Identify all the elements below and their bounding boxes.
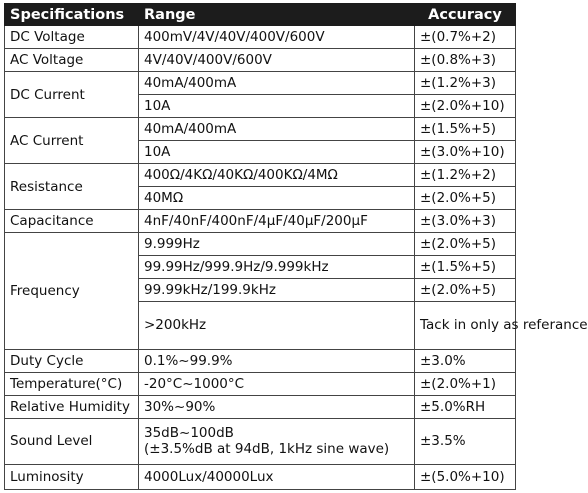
table-row — [5, 464, 516, 489]
spec-frequency: Frequency — [5, 233, 139, 349]
spec-ac-voltage: AC Voltage — [5, 49, 139, 72]
range-cell — [139, 418, 415, 464]
range-cell: >200kHz — [139, 302, 415, 349]
range-cell: 4nF/40nF/400nF/4μF/40μF/200μF — [139, 210, 415, 233]
accuracy-cell: ±(2.0%+5) — [415, 187, 516, 210]
accuracy-cell: ±(2.0%+1) — [415, 372, 516, 395]
accuracy-cell: ±(1.2%+2) — [415, 164, 516, 187]
range-cell: 40mA/400mA — [139, 72, 415, 95]
table-row — [5, 72, 516, 95]
spec-temperature: Temperature(°C) — [5, 372, 139, 395]
spec-relative-humidity: Relative Humidity — [5, 395, 139, 418]
sound-range-condition: (±3.5%dB at 94dB, 1kHz sine wave) — [144, 441, 390, 458]
range-cell: 9.999Hz — [139, 233, 415, 256]
range-cell: 30%~90% — [139, 395, 415, 418]
range-cell: -20°C~1000°C — [139, 372, 415, 395]
range-cell: 400Ω/4KΩ/40KΩ/400KΩ/4MΩ — [139, 164, 415, 187]
table-row — [5, 164, 516, 187]
range-cell: 40MΩ — [139, 187, 415, 210]
accuracy-cell: ±5.0%RH — [415, 395, 516, 418]
header-row — [5, 4, 516, 26]
accuracy-cell: ±(0.8%+3) — [415, 49, 516, 72]
range-cell: 40mA/400mA — [139, 118, 415, 141]
spec-luminosity: Luminosity — [5, 464, 139, 489]
table-row — [5, 372, 516, 395]
accuracy-cell: ±(0.7%+2) — [415, 26, 516, 49]
sound-range-line: 35dB~100dB — [144, 425, 234, 442]
spec-duty-cycle: Duty Cycle — [5, 349, 139, 372]
table-row — [5, 49, 516, 72]
range-cell: 400mV/4V/40V/400V/600V — [139, 26, 415, 49]
accuracy-cell: ±(2.0%+5) — [415, 279, 516, 302]
spec-capacitance: Capacitance — [5, 210, 139, 233]
accuracy-cell: ±3.5% — [415, 418, 516, 464]
header-specifications: Specifications — [5, 4, 139, 26]
spec-ac-current: AC Current — [5, 118, 139, 164]
accuracy-cell: ±(2.0%+5) — [415, 233, 516, 256]
accuracy-cell: ±(2.0%+10) — [415, 95, 516, 118]
accuracy-cell: ±(1.2%+3) — [415, 72, 516, 95]
table-row — [5, 210, 516, 233]
spec-dc-current: DC Current — [5, 72, 139, 118]
accuracy-cell: ±(3.0%+3) — [415, 210, 516, 233]
range-cell: 10A — [139, 95, 415, 118]
accuracy-cell: ±(5.0%+10) — [415, 464, 516, 489]
table-row — [5, 395, 516, 418]
accuracy-cell: ±(3.0%+10) — [415, 141, 516, 164]
range-cell: 4000Lux/40000Lux — [139, 464, 415, 489]
accuracy-note: Tack in only as referance — [415, 302, 516, 349]
accuracy-cell: ±(1.5%+5) — [415, 256, 516, 279]
specifications-table — [4, 3, 588, 490]
table-row — [5, 118, 516, 141]
range-cell: 0.1%~99.9% — [139, 349, 415, 372]
range-cell: 4V/40V/400V/600V — [139, 49, 415, 72]
range-cell: 99.99Hz/999.9Hz/9.999kHz — [139, 256, 415, 279]
accuracy-cell: ±(1.5%+5) — [415, 118, 516, 141]
spec-resistance: Resistance — [5, 164, 139, 210]
table-row — [5, 26, 516, 49]
table-row — [5, 233, 516, 256]
range-cell: 99.99kHz/199.9kHz — [139, 279, 415, 302]
header-range: Range — [139, 4, 415, 26]
spec-dc-voltage: DC Voltage — [5, 26, 139, 49]
table-row — [5, 418, 516, 464]
spec-sound-level: Sound Level — [5, 418, 139, 464]
range-cell: 10A — [139, 141, 415, 164]
header-accuracy: Accuracy — [415, 4, 516, 26]
accuracy-cell: ±3.0% — [415, 349, 516, 372]
table-row — [5, 349, 516, 372]
